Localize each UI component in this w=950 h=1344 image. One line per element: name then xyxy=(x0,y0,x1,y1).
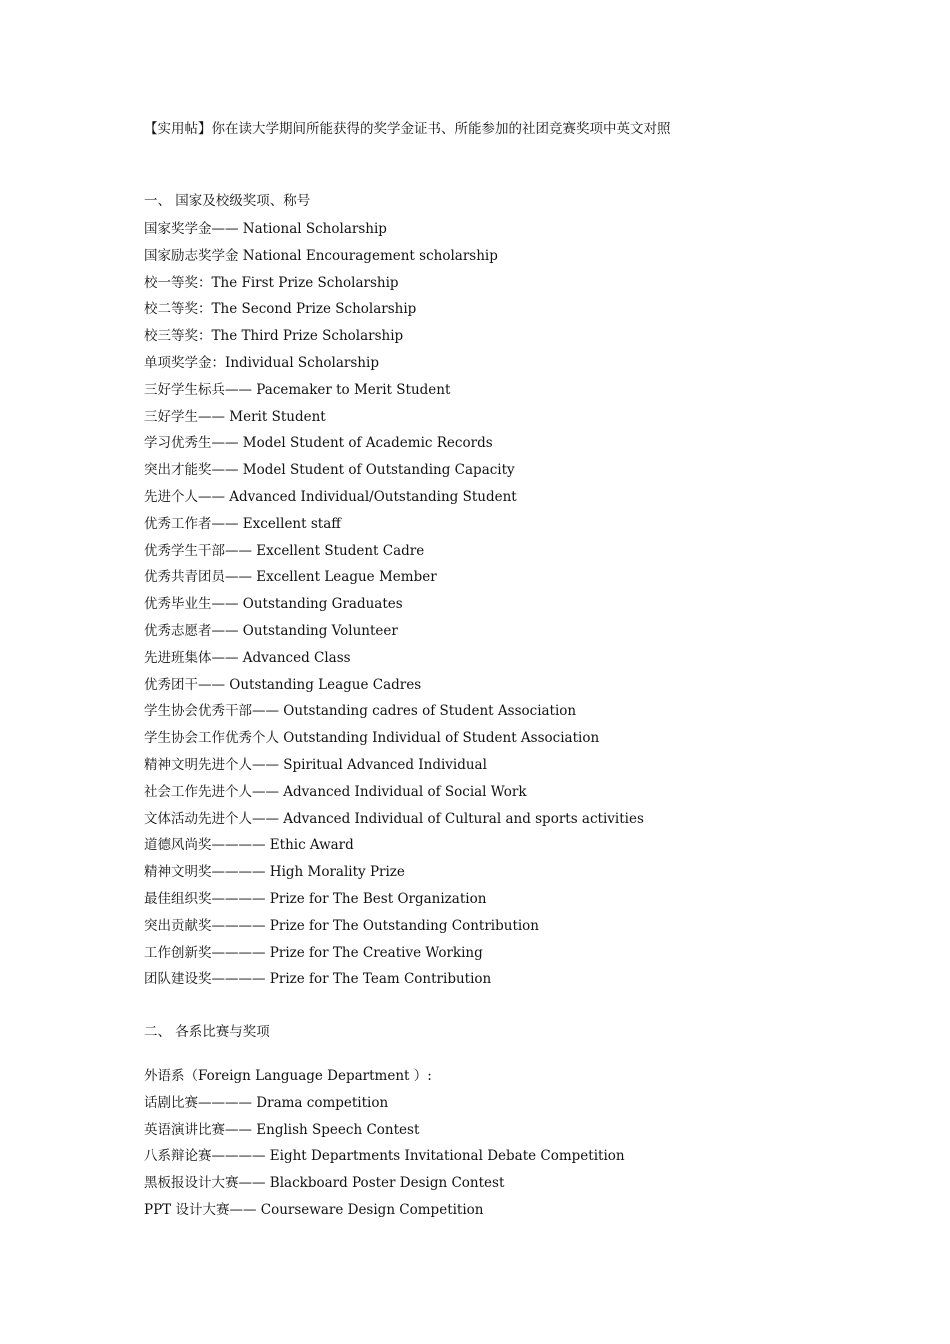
award-entry: 校三等奖：The Third Prize Scholarship xyxy=(144,328,404,345)
award-entry: 优秀学生干部—— Excellent Student Cadre xyxy=(144,542,425,559)
competition-entry: 八系辩论赛———— Eight Departments Invitational Debate Competition xyxy=(144,1148,625,1165)
award-entry: 优秀共青团员—— Excellent League Member xyxy=(144,569,437,586)
award-entry: 国家励志奖学金 National Encouragement scholarship xyxy=(144,247,498,264)
section-department-competitions xyxy=(144,1021,625,1226)
award-entry: 优秀团干—— Outstanding League Cadres xyxy=(144,676,422,693)
award-entry: 突出才能奖—— Model Student of Outstanding Capacity xyxy=(144,462,515,479)
award-entry: 社会工作先进个人—— Advanced Individual of Social Work xyxy=(144,783,527,800)
award-entry: 学生协会优秀干部—— Outstanding cadres of Student Association xyxy=(144,703,577,720)
award-entry: 精神文明奖———— High Morality Prize xyxy=(144,864,405,881)
section-national-school-awards xyxy=(144,190,644,995)
award-entry: 精神文明先进个人—— Spiritual Advanced Individual xyxy=(144,756,487,773)
competition-entry: 黑板报设计大赛—— Blackboard Poster Design Contest xyxy=(144,1175,505,1192)
award-entry: 最佳组织奖———— Prize for The Best Organization xyxy=(144,890,487,907)
award-entry: 优秀毕业生—— Outstanding Graduates xyxy=(144,596,403,613)
award-entry: 突出贡献奖———— Prize for The Outstanding Contribution xyxy=(144,917,540,934)
section-heading: 二、 各系比赛与奖项 xyxy=(144,1024,270,1040)
award-entry: 三好学生标兵—— Pacemaker to Merit Student xyxy=(144,381,451,398)
competition-entry: PPT 设计大赛—— Courseware Design Competition xyxy=(144,1201,484,1218)
competition-list xyxy=(144,1092,625,1226)
award-entry: 国家奖学金—— National Scholarship xyxy=(144,221,387,237)
department-heading: 外语系（Foreign Language Department ）: xyxy=(144,1068,432,1084)
award-entry: 学习优秀生—— Model Student of Academic Records xyxy=(144,435,493,452)
section-heading: 一、 国家及校级奖项、称号 xyxy=(144,193,311,209)
award-entry: 优秀志愿者—— Outstanding Volunteer xyxy=(144,622,398,639)
award-entry: 三好学生—— Merit Student xyxy=(144,408,326,425)
award-entry: 先进个人—— Advanced Individual/Outstanding Student xyxy=(144,488,517,505)
award-entry: 校二等奖：The Second Prize Scholarship xyxy=(144,301,417,318)
document-title: 【实用帖】你在读大学期间所能获得的奖学金证书、所能参加的社团竞赛奖项中英文对照 xyxy=(144,121,671,137)
competition-entry: 英语演讲比赛—— English Speech Contest xyxy=(144,1121,420,1138)
award-list xyxy=(144,218,644,995)
competition-entry: 话剧比赛———— Drama competition xyxy=(144,1094,389,1111)
award-entry: 工作创新奖———— Prize for The Creative Working xyxy=(144,944,483,961)
award-entry: 校一等奖：The First Prize Scholarship xyxy=(144,274,399,291)
award-entry: 优秀工作者—— Excellent staff xyxy=(144,515,341,532)
award-entry: 单项奖学金：Individual Scholarship xyxy=(144,354,379,371)
award-entry: 先进班集体—— Advanced Class xyxy=(144,649,351,666)
award-entry: 团队建设奖———— Prize for The Team Contribution xyxy=(144,971,492,988)
award-entry: 学生协会工作优秀个人 Outstanding Individual of Student Association xyxy=(144,730,600,747)
award-entry: 道德风尚奖———— Ethic Award xyxy=(144,837,354,854)
award-entry: 文体活动先进个人—— Advanced Individual of Cultural and sports activities xyxy=(144,810,644,827)
